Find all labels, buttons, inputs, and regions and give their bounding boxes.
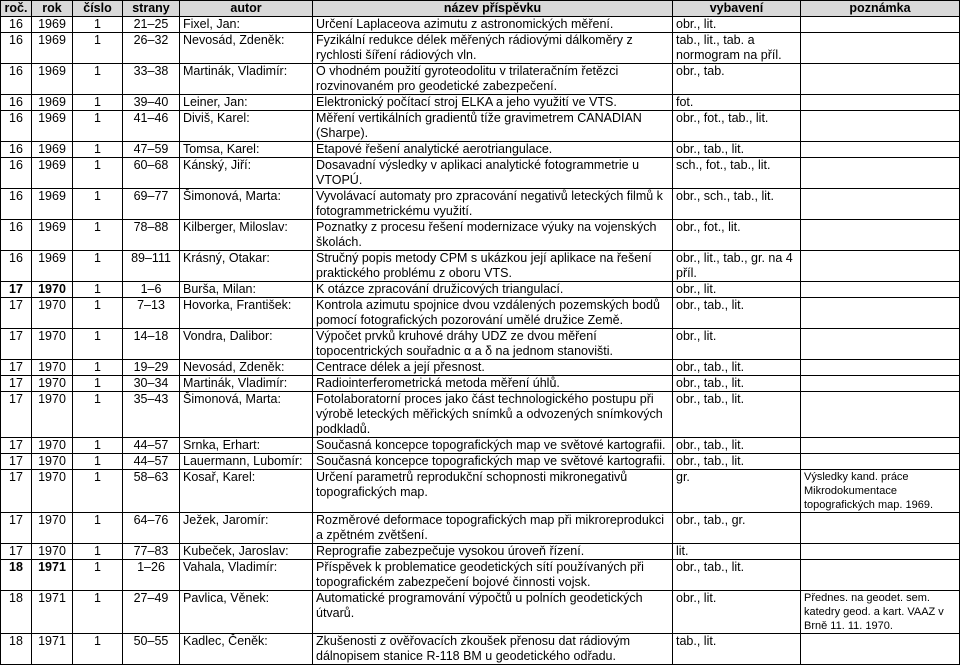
cell-nazev: Fotolaboratorní proces jako část technologického postupu při výrobě leteckých měřických snímků a odvozených snímkových podkladů.	[313, 392, 673, 438]
cell-strany: 14–18	[123, 329, 180, 360]
table-row	[1, 634, 960, 665]
cell-autor: Diviš, Karel:	[180, 111, 313, 142]
cell-rok: 1969	[32, 111, 73, 142]
cell-cislo: 1	[73, 438, 123, 454]
table-row	[1, 251, 960, 282]
cell-cislo: 1	[73, 189, 123, 220]
cell-rok: 1970	[32, 360, 73, 376]
cell-nazev: Poznatky z procesu řešení modernizace výuky na vojenských školách.	[313, 220, 673, 251]
table-row	[1, 111, 960, 142]
cell-roc: 17	[1, 329, 32, 360]
cell-rok: 1970	[32, 282, 73, 298]
table-row	[1, 158, 960, 189]
cell-roc: 16	[1, 220, 32, 251]
table-row	[1, 438, 960, 454]
cell-strany: 7–13	[123, 298, 180, 329]
cell-roc: 16	[1, 95, 32, 111]
cell-vybaveni: obr., tab.	[673, 64, 801, 95]
cell-cislo: 1	[73, 591, 123, 634]
cell-autor: Leiner, Jan:	[180, 95, 313, 111]
cell-roc: 17	[1, 544, 32, 560]
cell-vybaveni: obr., tab., lit.	[673, 376, 801, 392]
cell-cislo: 1	[73, 470, 123, 513]
cell-vybaveni: fot.	[673, 95, 801, 111]
cell-roc: 16	[1, 64, 32, 95]
cell-nazev: Rozměrové deformace topografických map při mikroreprodukci a zpětném zvětšení.	[313, 513, 673, 544]
cell-rok: 1970	[32, 438, 73, 454]
table-row	[1, 560, 960, 591]
cell-rok: 1969	[32, 189, 73, 220]
cell-roc: 16	[1, 251, 32, 282]
cell-roc: 16	[1, 33, 32, 64]
table-row	[1, 95, 960, 111]
cell-vybaveni: obr., lit.	[673, 591, 801, 634]
header-nazev: název příspěvku	[313, 1, 673, 17]
cell-cislo: 1	[73, 251, 123, 282]
cell-autor: Šimonová, Marta:	[180, 189, 313, 220]
cell-rok: 1970	[32, 298, 73, 329]
table-row	[1, 360, 960, 376]
cell-rok: 1970	[32, 470, 73, 513]
table-row	[1, 513, 960, 544]
cell-cislo: 1	[73, 64, 123, 95]
cell-vybaveni: obr., lit., tab., gr. na 4 příl.	[673, 251, 801, 282]
cell-rok: 1970	[32, 454, 73, 470]
header-poznamka: poznámka	[801, 1, 960, 17]
cell-autor: Pavlica, Věnek:	[180, 591, 313, 634]
header-rok: rok	[32, 1, 73, 17]
cell-rok: 1969	[32, 17, 73, 33]
cell-cislo: 1	[73, 33, 123, 64]
cell-poznamka	[801, 298, 960, 329]
cell-rok: 1969	[32, 220, 73, 251]
cell-strany: 1–6	[123, 282, 180, 298]
cell-rok: 1969	[32, 33, 73, 64]
cell-poznamka	[801, 220, 960, 251]
cell-autor: Srnka, Erhart:	[180, 438, 313, 454]
cell-autor: Lauermann, Lubomír:	[180, 454, 313, 470]
cell-strany: 27–49	[123, 591, 180, 634]
cell-autor: Kadlec, Čeněk:	[180, 634, 313, 665]
cell-nazev: Automatické programování výpočtů u polních geodetických útvarů.	[313, 591, 673, 634]
header-vybaveni: vybavení	[673, 1, 801, 17]
cell-poznamka	[801, 33, 960, 64]
cell-rok: 1970	[32, 329, 73, 360]
cell-roc: 16	[1, 17, 32, 33]
cell-vybaveni: obr., tab., lit.	[673, 142, 801, 158]
cell-roc: 16	[1, 158, 32, 189]
cell-strany: 39–40	[123, 95, 180, 111]
cell-poznamka	[801, 513, 960, 544]
cell-strany: 44–57	[123, 438, 180, 454]
cell-vybaveni: tab., lit.	[673, 634, 801, 665]
cell-cislo: 1	[73, 544, 123, 560]
cell-strany: 35–43	[123, 392, 180, 438]
cell-vybaveni: gr.	[673, 470, 801, 513]
cell-autor: Vahala, Vladimír:	[180, 560, 313, 591]
cell-autor: Hovorka, František:	[180, 298, 313, 329]
cell-autor: Burša, Milan:	[180, 282, 313, 298]
header-autor: autor	[180, 1, 313, 17]
cell-poznamka	[801, 95, 960, 111]
cell-vybaveni: obr., tab., lit.	[673, 360, 801, 376]
table-body	[1, 17, 960, 665]
cell-vybaveni: sch., fot., tab., lit.	[673, 158, 801, 189]
table-row	[1, 189, 960, 220]
cell-vybaveni: obr., tab., lit.	[673, 454, 801, 470]
cell-poznamka	[801, 142, 960, 158]
cell-autor: Nevosád, Zdeněk:	[180, 360, 313, 376]
header-roc: roč.	[1, 1, 32, 17]
cell-vybaveni: obr., lit.	[673, 329, 801, 360]
cell-strany: 64–76	[123, 513, 180, 544]
cell-nazev: Stručný popis metody CPM s ukázkou její aplikace na řešení praktického problému z oboru VTS.	[313, 251, 673, 282]
cell-poznamka	[801, 392, 960, 438]
cell-roc: 17	[1, 360, 32, 376]
cell-poznamka	[801, 544, 960, 560]
cell-nazev: Určení Laplaceova azimutu z astronomických měření.	[313, 17, 673, 33]
cell-nazev: O vhodném použití gyroteodolitu v trilateračním řetězci rozvinovaném pro geodetické zabezpečení.	[313, 64, 673, 95]
cell-autor: Nevosád, Zdeněk:	[180, 33, 313, 64]
cell-poznamka	[801, 111, 960, 142]
cell-roc: 17	[1, 298, 32, 329]
table-row	[1, 392, 960, 438]
cell-vybaveni: obr., tab., lit.	[673, 298, 801, 329]
cell-vybaveni: obr., lit.	[673, 17, 801, 33]
cell-cislo: 1	[73, 282, 123, 298]
cell-strany: 21–25	[123, 17, 180, 33]
cell-poznamka	[801, 360, 960, 376]
table-row	[1, 220, 960, 251]
table-row	[1, 142, 960, 158]
cell-rok: 1969	[32, 64, 73, 95]
cell-poznamka	[801, 251, 960, 282]
cell-roc: 17	[1, 282, 32, 298]
cell-nazev: Výpočet prvků kruhové dráhy UDZ ze dvou měření topocentrických souřadnic α a δ na jednom stanovišti.	[313, 329, 673, 360]
cell-vybaveni: obr., lit.	[673, 282, 801, 298]
cell-autor: Šimonová, Marta:	[180, 392, 313, 438]
cell-poznamka	[801, 376, 960, 392]
cell-autor: Kilberger, Miloslav:	[180, 220, 313, 251]
cell-vybaveni: obr., tab., lit.	[673, 392, 801, 438]
cell-nazev: Fyzikální redukce délek měřených rádiovými dálkoměry z rychlosti šíření rádiových vln.	[313, 33, 673, 64]
cell-rok: 1971	[32, 560, 73, 591]
cell-autor: Ježek, Jaromír:	[180, 513, 313, 544]
cell-roc: 16	[1, 142, 32, 158]
cell-strany: 1–26	[123, 560, 180, 591]
cell-roc: 17	[1, 470, 32, 513]
cell-cislo: 1	[73, 329, 123, 360]
cell-cislo: 1	[73, 454, 123, 470]
cell-cislo: 1	[73, 560, 123, 591]
cell-strany: 41–46	[123, 111, 180, 142]
cell-cislo: 1	[73, 298, 123, 329]
cell-strany: 44–57	[123, 454, 180, 470]
cell-autor: Krásný, Otakar:	[180, 251, 313, 282]
cell-cislo: 1	[73, 220, 123, 251]
cell-cislo: 1	[73, 513, 123, 544]
header-strany: strany	[123, 1, 180, 17]
cell-rok: 1969	[32, 158, 73, 189]
table-row	[1, 544, 960, 560]
cell-cislo: 1	[73, 634, 123, 665]
cell-cislo: 1	[73, 95, 123, 111]
table-row	[1, 454, 960, 470]
cell-rok: 1970	[32, 513, 73, 544]
cell-rok: 1971	[32, 591, 73, 634]
cell-nazev: Příspěvek k problematice geodetických sítí používaných při topografickém zabezpečení bojové činnosti vojsk.	[313, 560, 673, 591]
cell-roc: 18	[1, 591, 32, 634]
table-row	[1, 282, 960, 298]
cell-nazev: Vyvolávací automaty pro zpracování negativů leteckých filmů k fotogrammetrickému využití.	[313, 189, 673, 220]
cell-rok: 1969	[32, 95, 73, 111]
cell-nazev: Kontrola azimutu spojnice dvou vzdálených pozemských bodů pomocí fotografických pozorování umělé družice Země.	[313, 298, 673, 329]
cell-poznamka: Přednes. na geodet. sem. katedry geod. a kart. VAAZ v Brně 11. 11. 1970.	[801, 591, 960, 634]
cell-vybaveni: obr., tab., gr.	[673, 513, 801, 544]
cell-nazev: Elektronický počítací stroj ELKA a jeho využití ve VTS.	[313, 95, 673, 111]
cell-autor: Martinák, Vladimír:	[180, 376, 313, 392]
cell-cislo: 1	[73, 158, 123, 189]
cell-strany: 19–29	[123, 360, 180, 376]
cell-roc: 17	[1, 392, 32, 438]
cell-nazev: Měření vertikálních gradientů tíže gravimetrem CANADIAN (Sharpe).	[313, 111, 673, 142]
cell-poznamka	[801, 158, 960, 189]
cell-rok: 1969	[32, 142, 73, 158]
cell-roc: 17	[1, 376, 32, 392]
cell-strany: 78–88	[123, 220, 180, 251]
table-row	[1, 376, 960, 392]
cell-strany: 89–111	[123, 251, 180, 282]
cell-strany: 58–63	[123, 470, 180, 513]
cell-rok: 1969	[32, 251, 73, 282]
cell-strany: 30–34	[123, 376, 180, 392]
cell-strany: 26–32	[123, 33, 180, 64]
cell-strany: 69–77	[123, 189, 180, 220]
cell-rok: 1970	[32, 544, 73, 560]
cell-autor: Martinák, Vladimír:	[180, 64, 313, 95]
cell-poznamka	[801, 438, 960, 454]
cell-poznamka	[801, 634, 960, 665]
header-cislo: číslo	[73, 1, 123, 17]
cell-nazev: Etapové řešení analytické aerotriangulace.	[313, 142, 673, 158]
cell-poznamka: Výsledky kand. práce Mikrodokumentace topografických map. 1969.	[801, 470, 960, 513]
cell-strany: 47–59	[123, 142, 180, 158]
cell-roc: 17	[1, 438, 32, 454]
cell-nazev: Současná koncepce topografických map ve světové kartografii.	[313, 454, 673, 470]
cell-nazev: Centrace délek a její přesnost.	[313, 360, 673, 376]
header-row	[1, 1, 960, 17]
cell-nazev: Radiointerferometrická metoda měření úhlů.	[313, 376, 673, 392]
cell-nazev: Dosavadní výsledky v aplikaci analytické fotogrammetrie u VTOPÚ.	[313, 158, 673, 189]
cell-strany: 33–38	[123, 64, 180, 95]
cell-strany: 60–68	[123, 158, 180, 189]
cell-autor: Kubeček, Jaroslav:	[180, 544, 313, 560]
cell-strany: 50–55	[123, 634, 180, 665]
table-row	[1, 329, 960, 360]
cell-poznamka	[801, 454, 960, 470]
cell-poznamka	[801, 189, 960, 220]
cell-cislo: 1	[73, 142, 123, 158]
table-row	[1, 470, 960, 513]
cell-nazev: Reprografie zabezpečuje vysokou úroveň řízení.	[313, 544, 673, 560]
cell-nazev: Současná koncepce topografických map ve světové kartografii.	[313, 438, 673, 454]
cell-strany: 77–83	[123, 544, 180, 560]
cell-vybaveni: obr., fot., lit.	[673, 220, 801, 251]
cell-rok: 1970	[32, 392, 73, 438]
cell-cislo: 1	[73, 17, 123, 33]
cell-poznamka	[801, 560, 960, 591]
cell-autor: Kosař, Karel:	[180, 470, 313, 513]
cell-nazev: K otázce zpracování družicových triangulací.	[313, 282, 673, 298]
cell-autor: Vondra, Dalibor:	[180, 329, 313, 360]
cell-rok: 1970	[32, 376, 73, 392]
table-row	[1, 298, 960, 329]
cell-autor: Kánský, Jiří:	[180, 158, 313, 189]
cell-cislo: 1	[73, 376, 123, 392]
cell-vybaveni: obr., tab., lit.	[673, 560, 801, 591]
table-header	[1, 1, 960, 17]
cell-poznamka	[801, 64, 960, 95]
cell-poznamka	[801, 17, 960, 33]
table-row	[1, 17, 960, 33]
cell-roc: 17	[1, 454, 32, 470]
cell-roc: 18	[1, 560, 32, 591]
table-row	[1, 591, 960, 634]
cell-nazev: Určení parametrů reprodukční schopnosti mikronegativů topografických map.	[313, 470, 673, 513]
cell-cislo: 1	[73, 360, 123, 376]
cell-roc: 16	[1, 111, 32, 142]
cell-rok: 1971	[32, 634, 73, 665]
cell-vybaveni: obr., sch., tab., lit.	[673, 189, 801, 220]
cell-roc: 17	[1, 513, 32, 544]
cell-poznamka	[801, 282, 960, 298]
table-row	[1, 33, 960, 64]
cell-cislo: 1	[73, 392, 123, 438]
table-row	[1, 64, 960, 95]
cell-poznamka	[801, 329, 960, 360]
cell-vybaveni: obr., tab., lit.	[673, 438, 801, 454]
cell-cislo: 1	[73, 111, 123, 142]
cell-vybaveni: tab., lit., tab. a normogram na příl.	[673, 33, 801, 64]
cell-autor: Tomsa, Karel:	[180, 142, 313, 158]
cell-nazev: Zkušenosti z ověřovacích zkoušek přenosu dat rádiovým dálnopisem stanice R-118 BM u geodetického odřadu.	[313, 634, 673, 665]
cell-vybaveni: lit.	[673, 544, 801, 560]
cell-autor: Fixel, Jan:	[180, 17, 313, 33]
cell-roc: 18	[1, 634, 32, 665]
cell-vybaveni: obr., fot., tab., lit.	[673, 111, 801, 142]
cell-roc: 16	[1, 189, 32, 220]
